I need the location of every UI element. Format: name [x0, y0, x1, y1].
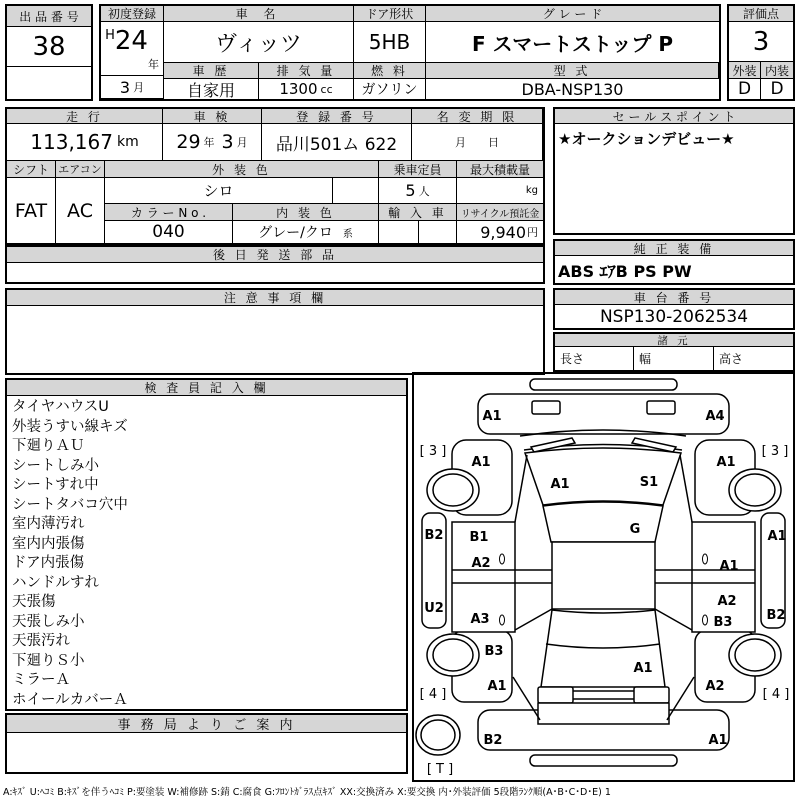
inspector-notes-box	[5, 378, 408, 711]
import-cell-divider	[418, 221, 419, 243]
inspector-note-item: 下廻りＳ小	[12, 652, 85, 669]
capacity-label: 乗車定員	[379, 161, 457, 178]
car-name-label: 車 名	[164, 6, 354, 22]
inspection-month-unit: 月	[236, 136, 248, 149]
recycle-deposit-label: リサイクル預託金	[457, 204, 543, 221]
recycle-number: 9,940	[480, 222, 526, 242]
label-quarter-left-top: B3	[484, 644, 504, 659]
door-shape-label: ドア形状	[354, 6, 426, 22]
a-pillar-left-line	[515, 455, 527, 522]
auction-number-box	[5, 4, 93, 101]
first-registration-month	[101, 76, 164, 99]
inspection-month: 3	[221, 131, 234, 153]
inspector-note-item: シートタバコ穴中	[12, 496, 128, 513]
office-announcement-label: 事 務 局 よ り ご 案 内	[7, 715, 406, 733]
inspector-note-item: ドア内張傷	[12, 555, 85, 571]
label-quarter-left-bottom: A1	[487, 679, 507, 694]
inspector-note-item: 天張しみ小	[12, 613, 85, 630]
inspector-note-item: タイヤハウスU	[12, 399, 109, 415]
inspector-note-item: シートしみ小	[12, 457, 99, 474]
model-code-label: 型 式	[426, 63, 719, 79]
label-windshield-left: A1	[550, 477, 570, 492]
label-windshield-right: S1	[639, 475, 659, 490]
car-name-value: ヴィッツ	[164, 22, 354, 63]
mileage-number: 113,167	[30, 130, 113, 154]
sales-point-value: ★オークションデビュー★	[558, 130, 735, 148]
spare-tire-inner	[421, 720, 455, 750]
front-light-left-shape	[532, 401, 560, 414]
inspection-label: 車 検	[163, 109, 262, 124]
sales-point-box	[553, 107, 795, 235]
door-handle-right-rear	[703, 615, 708, 625]
recycle-deposit-value	[457, 221, 543, 243]
first-registration-label: 初度登録	[101, 6, 164, 22]
color-number-value: 040	[105, 221, 233, 243]
specs-label: 諸 元	[555, 334, 793, 347]
label-rocker-right-bottom: B2	[766, 608, 786, 623]
inspector-note-item: 室内薄汚れ	[12, 516, 85, 532]
inspection-value	[163, 124, 262, 161]
inspection-year-unit: 年	[203, 136, 215, 149]
label-rear-bumper-left: B2	[483, 733, 503, 748]
spec-width-label: 幅	[634, 347, 714, 370]
front-bumper-shape	[478, 394, 729, 434]
vehicle-header-box	[99, 4, 721, 101]
inspector-note-item: ホイールカバーＡ	[12, 691, 128, 708]
oem-equipment-value: ABS ｴｱB PS PW	[558, 262, 692, 281]
door-handle-left-front	[500, 554, 505, 564]
label-rear-glass: A1	[633, 661, 653, 676]
label-spare-tire: [ T ]	[426, 762, 454, 777]
front-plate-shape	[530, 379, 677, 390]
registration-number-label: 登 録 番 号	[262, 109, 412, 124]
import-value	[379, 221, 457, 243]
first-registration-year	[101, 22, 164, 76]
label-rear-bumper-right: A1	[708, 733, 728, 748]
inspector-note-item: シートすれ中	[12, 477, 99, 493]
reg-month-value: 3	[119, 77, 131, 97]
interior-color-label: 内 装 色	[233, 204, 379, 221]
a-pillar-right-line	[680, 455, 692, 522]
aircon-label: エアコン	[56, 161, 105, 178]
label-front-door-left-top: B1	[469, 530, 489, 545]
roof-shape	[552, 542, 655, 609]
oem-equipment-box	[553, 239, 795, 285]
oem-equipment-label: 純 正 装 備	[555, 241, 793, 256]
front-light-right-shape	[647, 401, 675, 414]
grade-label: グ レ ー ド	[426, 6, 719, 22]
color-number-label: カ ラ ー N o .	[105, 204, 233, 221]
auction-number-label: 出 品 番 号	[7, 6, 91, 27]
registration-number-value: 品川501ム 622	[262, 124, 412, 161]
capacity-unit: 人	[418, 184, 430, 198]
label-rear-door-right-bottom: B3	[713, 615, 733, 630]
car-damage-diagram-box	[412, 372, 795, 782]
displacement-number: 1300	[279, 80, 318, 98]
auction-number-empty	[7, 67, 91, 99]
spec-length-label: 長さ	[555, 347, 634, 370]
label-tire-front-left: [ 3 ]	[419, 444, 447, 459]
shift-label: シフト	[7, 161, 56, 178]
era-letter: H	[105, 28, 115, 43]
tail-light-left-shape	[538, 687, 573, 703]
inspector-notes-label: 検 査 員 記 入 欄	[7, 380, 406, 396]
notes-label: 注 意 事 項 欄	[7, 290, 543, 306]
damage-code-legend: A:ｷｽﾞ U:ﾍｺﾐ B:ｷｽﾞを伴うﾍｺﾐ P:要塗装 W:補修跡 S:錆 C:腐食 G:ﾌﾛﾝﾄｶﾞﾗｽ点ｷｽﾞ XX:交換済み X:要交換 内･外装評価 5段階ﾗﾝｸ順(A･B･C･D･E) 1	[3, 787, 611, 798]
door-handle-right-front	[703, 554, 708, 564]
model-code-value: DBA-NSP130	[426, 79, 719, 99]
fuel-label: 燃 料	[354, 63, 426, 79]
label-front-door-right: A1	[719, 559, 739, 574]
score-value: 3	[729, 22, 793, 62]
reg-month-unit: 月	[133, 81, 145, 94]
inspector-note-item: ハンドルすれ	[12, 574, 99, 591]
exterior-grade-value: D	[729, 79, 761, 99]
max-load-label: 最大積載量	[457, 161, 543, 178]
notes-box	[5, 288, 545, 375]
capacity-value	[379, 178, 457, 204]
label-front-bumper-right: A4	[705, 409, 725, 424]
interior-grade-value: D	[761, 79, 793, 99]
history-value: 自家用	[164, 79, 259, 99]
later-parts-box	[5, 245, 545, 284]
chassis-number-box	[553, 288, 795, 330]
grade-value: F スマートストップ P	[426, 22, 719, 63]
wheel-rear-left-inner	[433, 639, 473, 671]
inspector-note-item: 天張傷	[12, 594, 56, 610]
label-quarter-right: A2	[705, 679, 725, 694]
later-parts-label: 後 日 発 送 部 品	[7, 247, 543, 263]
era-year: 24	[114, 26, 148, 56]
c-pillar-left-line	[515, 609, 552, 630]
door-handle-left-rear	[500, 615, 505, 625]
label-tire-rear-right: [ 4 ]	[762, 687, 790, 702]
exterior-grade-label: 外装	[729, 62, 761, 79]
wheel-rear-right-inner	[735, 639, 775, 671]
year-unit: 年	[147, 58, 159, 71]
score-box	[727, 4, 795, 101]
displacement-value	[259, 79, 354, 99]
displacement-label: 排 気 量	[259, 63, 354, 79]
aircon-value: AC	[56, 178, 105, 243]
inspector-note-item: 外装うすい線キズ	[12, 418, 128, 435]
specs-box	[553, 332, 795, 372]
exterior-color-label: 外 装 色	[105, 161, 379, 178]
label-rocker-left-top: B2	[424, 528, 444, 543]
inspector-note-item: 室内内張傷	[12, 535, 85, 552]
shift-value: FAT	[7, 178, 56, 243]
label-front-fender-right: A1	[716, 455, 736, 470]
label-front-bumper-left: A1	[482, 409, 502, 424]
label-rear-door-right-top: A2	[717, 594, 737, 609]
trunk-lid-shape	[538, 703, 669, 724]
chassis-number-label: 車 台 番 号	[555, 290, 793, 305]
wheel-front-right-inner	[735, 474, 775, 506]
label-tire-front-right: [ 3 ]	[761, 444, 789, 459]
exterior-color-value: シロ	[105, 178, 333, 204]
vehicle-info-box	[5, 107, 545, 245]
interior-color-suffix: 系	[342, 228, 353, 240]
label-front-door-left-bottom: A2	[471, 556, 491, 571]
office-announcement-box	[5, 713, 408, 774]
capacity-number: 5	[405, 181, 416, 200]
sales-point-label: セ ー ル ス ポ イ ン ト	[555, 109, 793, 124]
chassis-number-value: NSP130-2062534	[555, 305, 793, 328]
label-front-fender-left: A1	[471, 455, 491, 470]
score-label: 評価点	[729, 6, 793, 22]
max-load-value: kg	[457, 178, 543, 204]
fuel-value: ガソリン	[354, 79, 426, 99]
mileage-unit: km	[116, 134, 139, 150]
c-pillar-right-line	[655, 609, 692, 630]
car-damage-diagram	[414, 374, 793, 780]
spec-height-label: 高さ	[714, 347, 793, 370]
mileage-value	[7, 124, 163, 161]
inspector-notes-list	[7, 396, 406, 709]
inspector-note-item: ミラーＡ	[12, 672, 70, 688]
rear-plate-shape	[530, 755, 677, 766]
inspector-note-item: 下廻りＡＵ	[12, 438, 85, 454]
displacement-unit: cc	[320, 82, 333, 96]
inspection-year: 29	[176, 131, 201, 153]
label-windshield-glass: G	[629, 522, 641, 537]
tail-light-right-shape	[634, 687, 669, 703]
label-rocker-left-bottom: U2	[424, 601, 444, 616]
inspector-note-item: 天張汚れ	[12, 633, 70, 649]
mileage-label: 走 行	[7, 109, 163, 124]
interior-color-text: グレー/クロ	[258, 225, 333, 241]
wheel-front-left-inner	[433, 474, 473, 506]
door-shape-value: 5HB	[354, 22, 426, 63]
recycle-unit: 円	[527, 226, 538, 239]
label-tire-rear-left: [ 4 ]	[419, 687, 447, 702]
auction-number-value: 38	[7, 27, 91, 67]
roof-front-shape	[543, 502, 663, 542]
interior-grade-label: 内装	[761, 62, 793, 79]
history-label: 車 歴	[164, 63, 259, 79]
name-change-value: 月 日	[412, 124, 543, 161]
interior-color-value	[233, 221, 379, 243]
label-rear-door-left: A3	[470, 612, 490, 627]
name-change-label: 名 変 期 限	[412, 109, 543, 124]
exterior-color-empty	[333, 178, 379, 204]
import-label: 輸 入 車	[379, 204, 457, 221]
label-rocker-right-top: A1	[767, 529, 787, 544]
